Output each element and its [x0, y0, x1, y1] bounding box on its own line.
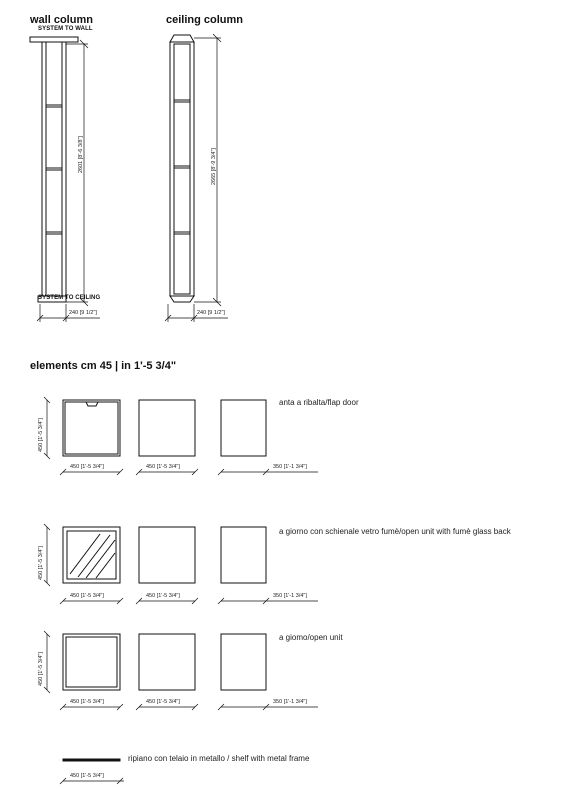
elements-title: elements cm 45 | in 1'-5 3/4"	[30, 360, 177, 372]
metal-frame-shelf	[63, 759, 120, 761]
row1-height-dimension: 450 [1'-5 3/4"]	[38, 418, 44, 452]
flap-door-units	[63, 400, 266, 456]
row1-width-dimension-2: 450 [1'-5 3/4"]	[146, 464, 180, 470]
row3-height-dimension: 450 [1'-5 3/4"]	[38, 652, 44, 686]
ceiling-height-dimension: 2665 [8'-9 3/4"]	[211, 148, 217, 185]
system-to-wall-label: SYSTEM TO WALL	[38, 26, 93, 32]
wall-height-dimension: 2601 [8'-6 3/8"]	[78, 136, 84, 173]
open-units	[63, 634, 266, 690]
row1-width-dimension-3: 350 [1'-1 3/4"]	[273, 464, 307, 470]
glass-back-units	[63, 527, 266, 583]
row2-dimension-lines	[44, 524, 318, 604]
row3-width-dimension-2: 450 [1'-5 3/4"]	[146, 699, 180, 705]
glass-back-description: a giorno con schienale vetro fumè/open unit with fumè glass back	[279, 527, 511, 536]
open-unit-description: a giomo/open unit	[279, 633, 343, 642]
row3-width-dimension-3: 350 [1'-1 3/4"]	[273, 699, 307, 705]
row2-height-dimension: 450 [1'-5 3/4"]	[38, 546, 44, 580]
row3-width-dimension-1: 450 [1'-5 3/4"]	[70, 699, 104, 705]
row1-width-dimension-1: 450 [1'-5 3/4"]	[70, 464, 104, 470]
row2-width-dimension-2: 450 [1'-5 3/4"]	[146, 593, 180, 599]
ceiling-width-dimension: 240 [9 1/2"]	[197, 310, 225, 316]
ceiling-column-drawing	[170, 35, 194, 302]
row2-width-dimension-3: 350 [1'-1 3/4"]	[273, 593, 307, 599]
row2-width-dimension-1: 450 [1'-5 3/4"]	[70, 593, 104, 599]
flap-door-description: anta a ribalta/flap door	[279, 398, 359, 407]
wall-column-title: wall column	[30, 14, 93, 26]
wall-column-drawing	[30, 37, 78, 302]
system-to-ceiling-label: SYSTEM TO CEILING	[38, 295, 101, 301]
ceiling-column-title: ceiling column	[166, 14, 244, 26]
wall-height-dimension-line	[66, 40, 88, 306]
wall-width-dimension: 240 [9 1/2"]	[69, 310, 97, 316]
shelf-width-dimension: 450 [1'-5 3/4"]	[70, 773, 104, 779]
shelf-description: ripiano con telaio in metallo / shelf with metal frame	[128, 754, 310, 763]
